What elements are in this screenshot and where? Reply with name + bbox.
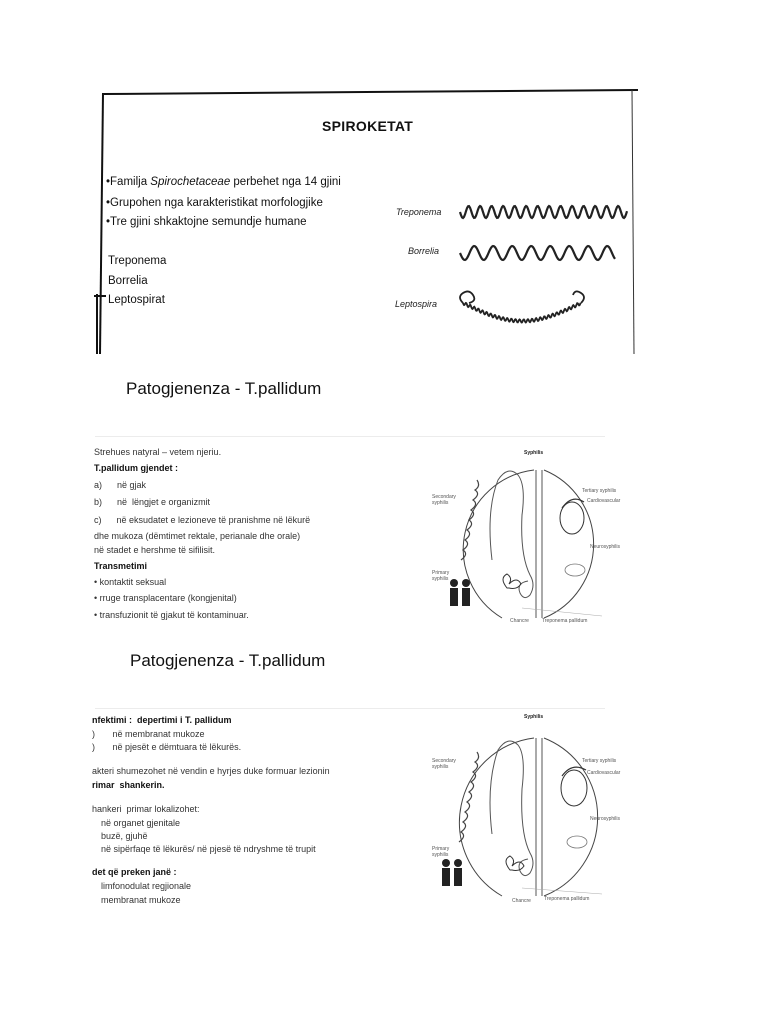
borrelia-drawing [460, 246, 615, 260]
slide2-line: Strehues natyral – vetem njeriu. [94, 447, 222, 457]
slide3-line: membranat mukoze [96, 895, 181, 905]
fig-tertiary-label: Tertiary syphilis [582, 488, 617, 494]
fig-neuro-label: Neurosyphilis [590, 816, 621, 822]
label-treponema: Treponema [396, 207, 442, 217]
fig-primary-label: Primary syphilis [432, 846, 450, 858]
label-leptospira: Leptospira [395, 299, 438, 309]
slide2-line: Transmetimi [94, 561, 148, 571]
slide3-line: nfektimi : depertimi i T. pallidum [92, 715, 232, 725]
genus-treponema: Treponema [108, 255, 167, 267]
slide3-line: det që preken janë : [92, 867, 177, 877]
fig-chancre-label: Chancre [512, 898, 531, 904]
slide3-line: akteri shumezohet në vendin e hyrjes duke formuar lezionin [92, 766, 330, 776]
fig-cardio-label: Cardiovascular [587, 498, 621, 504]
fig-primary-label: Primary syphilis [432, 570, 450, 582]
slide2-line: b) në lëngjet e organizmit [94, 497, 211, 507]
slide3-title: Patogjenenza - T.pallidum [130, 651, 326, 670]
slide2-line: • kontaktit seksual [94, 577, 167, 587]
fig-title: Syphilis [524, 450, 544, 456]
fig-neuro-label: Neurosyphilis [590, 544, 621, 550]
genus-borrelia: Borrelia [108, 275, 148, 287]
slide2-line: • rruge transplacentare (kongjenital) [94, 593, 237, 603]
slide2-title: Patogjenenza - T.pallidum [126, 379, 322, 398]
spirochete-drawings [455, 195, 635, 330]
slide-title: SPIROKETAT [322, 118, 414, 134]
slide2-line: c) në eksudatet e lezioneve të pranishme në lëkurë [94, 515, 311, 525]
fig-secondary-label: Secondary syphilis [432, 494, 456, 506]
slide3-line: ) në pjesët e dëmtuara të lëkurës. [92, 742, 242, 752]
genus-leptospirat: Leptospirat [108, 294, 165, 306]
syphilis-figure [432, 448, 622, 626]
slide3-line: hankeri primar lokalizohet: [92, 804, 200, 814]
slide3-line: në organet gjenitale [96, 818, 181, 828]
slide3-line: në sipërfaqe të lëkurës/ në pjesë të ndryshme të trupit [96, 844, 316, 854]
slide2-line: dhe mukoza (dëmtimet rektale, perianale dhe orale) [94, 531, 301, 541]
treponema-drawing [460, 206, 627, 218]
slide3-line: rimar shankerin. [92, 780, 165, 790]
bullet-grupohen: •Grupohen nga karakteristikat morfologjike [106, 197, 323, 209]
fig-tertiary-label: Tertiary syphilis [582, 758, 617, 764]
slide2-line: a) në gjak [94, 480, 147, 490]
leptospira-drawing [460, 291, 584, 322]
slide2-divider [95, 436, 605, 437]
slide3-divider [95, 708, 605, 709]
slide3-line: buzë, gjuhë [96, 831, 148, 841]
fig-cardio-label: Cardiovascular [587, 770, 621, 776]
slide2-line: në stadet e hershme të sifilisit. [94, 545, 216, 555]
slide3-line: limfonodulat regjionale [96, 881, 192, 891]
fig-secondary-label: Secondary syphilis [432, 758, 456, 770]
bullet-tre-gjini: •Tre gjini shkaktojne semundje humane [106, 216, 307, 228]
label-borrelia: Borrelia [408, 246, 440, 256]
fig-pathogen-label: Treponema pallidum [544, 896, 590, 902]
fig-title: Syphilis [524, 714, 544, 720]
slide2-line: • transfuzionit të gjakut të kontaminuar. [94, 610, 249, 620]
syphilis-figure [432, 712, 622, 908]
fig-chancre-label: Chancre [510, 618, 529, 624]
slide3-line: ) në membranat mukoze [92, 729, 205, 739]
fig-pathogen-label: Treponema pallidum [542, 618, 588, 624]
slide2-line: T.pallidum gjendet : [94, 463, 179, 473]
bullet-familja: •Familja Spirochetaceae perbehet nga 14 gjini [106, 176, 341, 188]
